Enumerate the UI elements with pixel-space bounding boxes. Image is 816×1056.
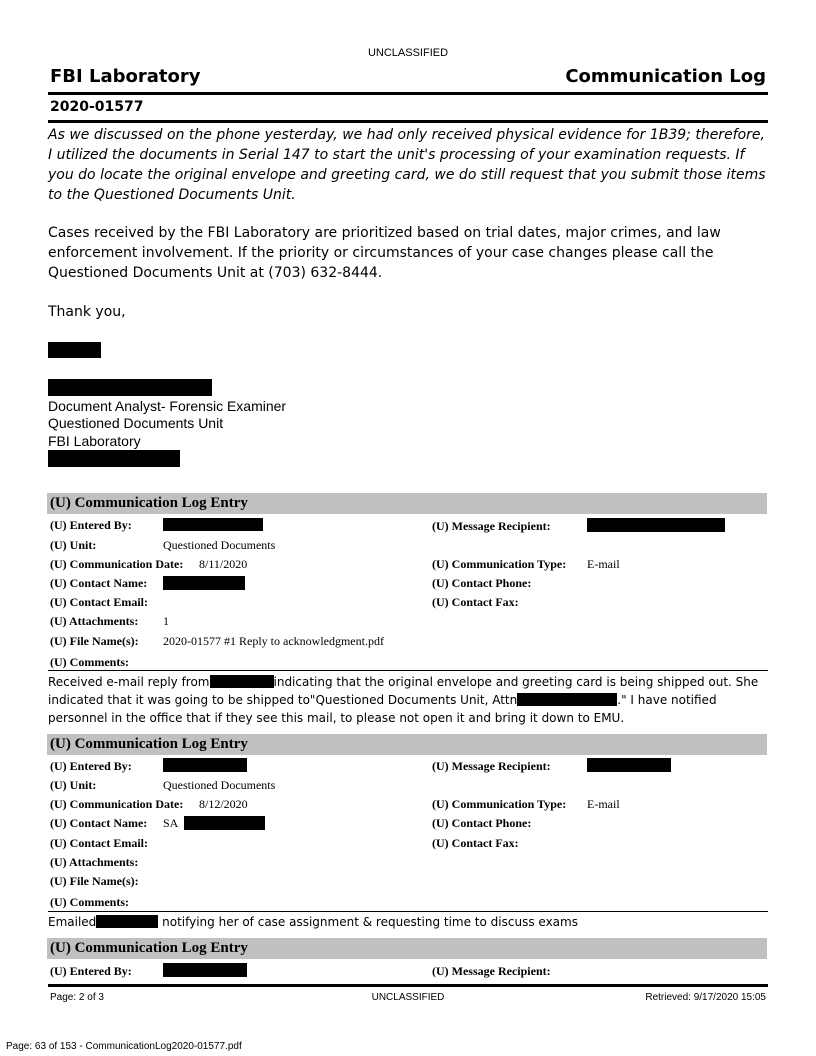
communication-type-label: (U) Communication Type: bbox=[432, 797, 567, 811]
signature-title: Document Analyst- Forensic Examiner bbox=[48, 398, 287, 414]
comments-label: (U) Comments: bbox=[50, 655, 129, 669]
contact-fax-label: (U) Contact Fax: bbox=[432, 595, 519, 609]
file-names-label: (U) File Name(s): bbox=[50, 634, 139, 648]
message-recipient-label: (U) Message Recipient: bbox=[432, 964, 551, 978]
footer-rule bbox=[48, 984, 768, 987]
redaction-box bbox=[163, 576, 245, 590]
lab-title: FBI Laboratory bbox=[50, 66, 201, 87]
communication-type-value: E-mail bbox=[587, 557, 620, 571]
communication-type-label: (U) Communication Type: bbox=[432, 557, 567, 571]
redaction-box bbox=[163, 963, 247, 977]
unit-value: Questioned Documents bbox=[163, 778, 276, 792]
case-rule bbox=[48, 120, 768, 123]
redaction-box bbox=[48, 450, 180, 467]
comment-text bbox=[48, 913, 768, 931]
redaction-box bbox=[587, 518, 725, 532]
case-number: 2020-01577 bbox=[50, 99, 144, 115]
attachments-label: (U) Attachments: bbox=[50, 614, 139, 628]
signature-unit: Questioned Documents Unit bbox=[48, 415, 224, 431]
pdf-page-footer: Page: 63 of 153 - CommunicationLog2020-01577.pdf bbox=[6, 1041, 242, 1052]
comment-fragment: indicating that the original envelope and greeting card is being shipped out. She bbox=[273, 675, 759, 689]
redaction-box bbox=[48, 379, 212, 396]
entered-by-label: (U) Entered By: bbox=[50, 518, 132, 532]
log-title: Communication Log bbox=[565, 66, 766, 87]
redaction-box bbox=[184, 816, 265, 830]
comment-fragment: indicated that it was going to be shipped to"Questioned Documents Unit, Attn bbox=[48, 693, 518, 707]
communication-date-label: (U) Communication Date: bbox=[50, 557, 184, 571]
unit-label: (U) Unit: bbox=[50, 538, 97, 552]
unit-label: (U) Unit: bbox=[50, 778, 97, 792]
header-rule bbox=[48, 92, 768, 95]
comments-rule bbox=[48, 911, 768, 912]
page-number: Page: 2 of 3 bbox=[50, 992, 104, 1003]
comment-fragment: Emailed bbox=[48, 915, 97, 929]
file-name-value[interactable]: 2020-01577 #1 Reply to acknowledgment.pdf bbox=[163, 634, 384, 648]
attachments-value: 1 bbox=[163, 614, 169, 628]
comment-fragment: notifying her of case assignment & requesting time to discuss exams bbox=[162, 915, 578, 929]
redaction-box bbox=[163, 758, 247, 772]
redaction-box bbox=[210, 675, 274, 688]
contact-phone-label: (U) Contact Phone: bbox=[432, 576, 532, 590]
contact-phone-label: (U) Contact Phone: bbox=[432, 816, 532, 830]
entered-by-label: (U) Entered By: bbox=[50, 964, 132, 978]
contact-email-label: (U) Contact Email: bbox=[50, 836, 148, 850]
signature-org: FBI Laboratory bbox=[48, 433, 141, 449]
comment-fragment: Received e-mail reply from bbox=[48, 675, 210, 689]
classification-header: UNCLASSIFIED bbox=[367, 47, 449, 59]
attachments-label: (U) Attachments: bbox=[50, 855, 139, 869]
paragraph-2: Cases received by the FBI Laboratory are prioritized based on trial dates, major crimes, and law enforcement involvement. If the priority or circumstances of your case changes please call the Questioned Documents Unit at (703) 632-8444. bbox=[48, 225, 721, 281]
contact-name-label: (U) Contact Name: bbox=[50, 816, 148, 830]
communication-date-label: (U) Communication Date: bbox=[50, 797, 184, 811]
comment-text bbox=[48, 673, 768, 727]
message-recipient-label: (U) Message Recipient: bbox=[432, 519, 551, 533]
redaction-box bbox=[48, 342, 101, 358]
comment-fragment: personnel in the office that if they see this mail, to please not open it and bring it down to EMU. bbox=[48, 711, 625, 725]
communication-date-value: 8/11/2020 bbox=[199, 557, 248, 571]
log-entry-header: (U) Communication Log Entry bbox=[47, 493, 767, 514]
unit-value: Questioned Documents bbox=[163, 538, 276, 552]
redaction-box bbox=[587, 758, 671, 772]
log-entry-header: (U) Communication Log Entry bbox=[47, 938, 767, 959]
paragraph-1: As we discussed on the phone yesterday, we had only received physical evidence for 1B39; therefore, I utilized the documents in Serial 147 to start the unit's processing of your examination requests. If you do locate the original envelope and greeting card, we do still request that you submit those items to the Questioned Documents Unit. bbox=[48, 127, 766, 203]
retrieved-timestamp: Retrieved: 9/17/2020 15:05 bbox=[645, 992, 766, 1003]
log-entry-header: (U) Communication Log Entry bbox=[47, 734, 767, 755]
entered-by-label: (U) Entered By: bbox=[50, 759, 132, 773]
redaction-box bbox=[517, 693, 617, 706]
classification-footer: UNCLASSIFIED bbox=[371, 992, 445, 1003]
contact-name-prefix: SA bbox=[163, 816, 179, 830]
contact-name-label: (U) Contact Name: bbox=[50, 576, 148, 590]
communication-type-value: E-mail bbox=[587, 797, 620, 811]
redaction-box bbox=[96, 915, 158, 928]
comments-rule bbox=[48, 670, 768, 671]
message-recipient-label: (U) Message Recipient: bbox=[432, 759, 551, 773]
contact-email-label: (U) Contact Email: bbox=[50, 595, 148, 609]
redaction-box bbox=[163, 518, 263, 531]
closing: Thank you, bbox=[48, 304, 126, 320]
comment-fragment: ." I have notified bbox=[617, 693, 717, 707]
contact-fax-label: (U) Contact Fax: bbox=[432, 836, 519, 850]
comments-label: (U) Comments: bbox=[50, 895, 129, 909]
file-names-label: (U) File Name(s): bbox=[50, 874, 139, 888]
communication-date-value: 8/12/2020 bbox=[199, 797, 248, 811]
